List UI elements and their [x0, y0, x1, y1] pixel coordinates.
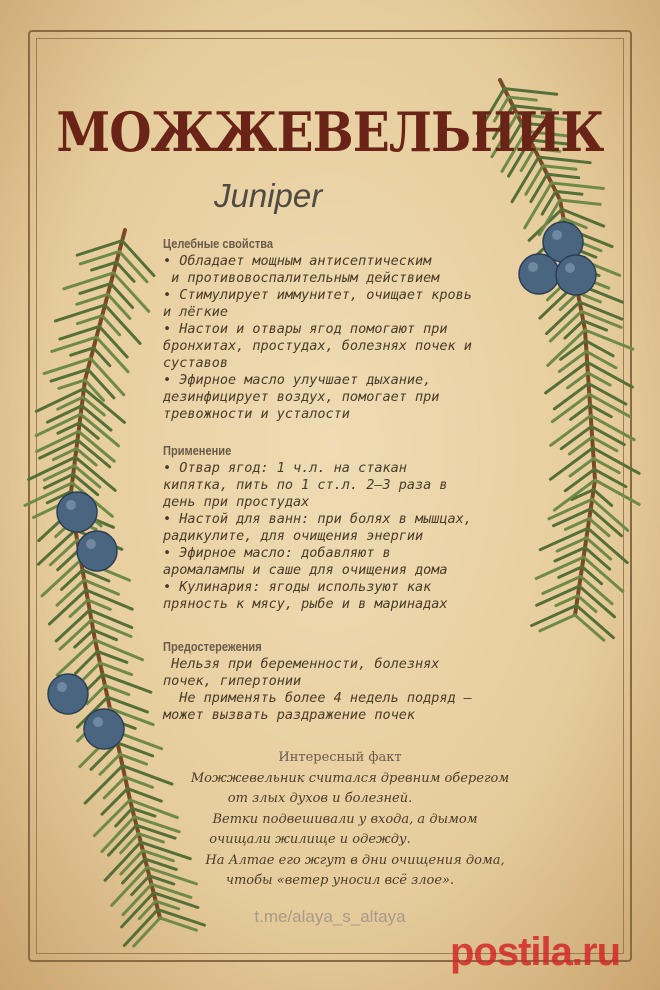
telegram-link[interactable]: t.me/alaya_s_altaya [254, 907, 406, 926]
needle [554, 384, 588, 409]
fact-heading: Интересный факт [278, 750, 402, 765]
needle [95, 640, 143, 660]
fact-line: очищали жилище и одежду. [209, 832, 411, 847]
needle [543, 166, 576, 170]
berry-highlight [565, 263, 575, 273]
berry-highlight [86, 539, 96, 549]
section-line: и лёгкие [163, 304, 229, 320]
section-line: • Кулинария: ягоды используют как [163, 579, 432, 595]
needle [543, 576, 581, 593]
needle [44, 466, 74, 480]
section-line: суставов [163, 355, 229, 371]
needle [595, 480, 639, 504]
needle [123, 766, 172, 784]
needle [58, 550, 79, 570]
fact-line: Ветки подвешивали у входа, а дымом [212, 811, 478, 827]
section-line: • Отвар ягод: 1 ч.л. на стакан [163, 460, 407, 476]
page-subtitle: Juniper [214, 177, 323, 214]
section-line: дезинфицирует воздух, помогает при [163, 389, 440, 405]
needle [102, 789, 128, 815]
fact-line: чтобы «ветер уносил всё злое». [225, 873, 455, 888]
section-healing-properties [163, 236, 523, 423]
section-line: тревожности и усталости [163, 406, 350, 422]
juniper-berry [556, 255, 596, 295]
needle [84, 389, 125, 423]
page-title: МОЖЖЕВЕЛЬНИК [56, 100, 604, 164]
needle [128, 789, 162, 802]
needle [154, 893, 198, 908]
needle [556, 596, 578, 606]
section-line: аромалампы и саше для очищения дома [163, 562, 448, 578]
needle [77, 294, 108, 304]
juniper-berry [84, 709, 124, 749]
section-line: • Настои и отвары ягод помогают при [163, 321, 448, 337]
juniper-berry [48, 674, 88, 714]
needle [120, 754, 147, 764]
needle [121, 834, 139, 853]
needle [537, 586, 580, 605]
fact-line: На Алтае его жгут в дни очищения дома, [205, 852, 505, 868]
section-line: почек, гипертонии [163, 673, 302, 689]
section-line: • Стимулирует иммунитет, очищает кровь [163, 287, 472, 303]
section-line: пряность к мясу, рыбе и в маринадах [163, 596, 448, 612]
juniper-berry [57, 492, 97, 532]
needle [100, 663, 132, 675]
needle [50, 540, 77, 565]
berry-highlight [93, 717, 103, 727]
section-line: • Настой для ванн: при болях в мышцах, [163, 511, 472, 527]
needle [585, 330, 633, 349]
needle [98, 651, 127, 662]
needle [112, 867, 147, 905]
needle [559, 351, 586, 371]
needle [581, 311, 621, 327]
needle [121, 851, 143, 874]
needle [132, 876, 150, 895]
section-heading: Предостережения [163, 639, 262, 654]
section-line: радикулите, для очищения энергии [163, 528, 424, 544]
needle [589, 384, 626, 405]
needle [554, 509, 591, 526]
needle [532, 605, 577, 625]
needle [504, 89, 556, 95]
section-line: день при простудах [163, 494, 310, 510]
needle [551, 183, 603, 189]
needle [90, 610, 132, 628]
needle [123, 859, 145, 883]
needle [585, 548, 610, 570]
berry-highlight [528, 262, 538, 272]
needle [575, 615, 604, 640]
needle [99, 326, 127, 357]
section-line: • Эфирное масло: добавляют в [163, 545, 391, 561]
needle [103, 674, 151, 692]
section-usage [163, 443, 523, 613]
needle [80, 284, 111, 294]
needle [74, 466, 100, 487]
needle [125, 777, 152, 787]
needle [105, 842, 141, 880]
needle [540, 615, 575, 631]
needle [531, 174, 547, 201]
needle [580, 302, 622, 319]
needle [76, 449, 96, 465]
juniper-berry [77, 531, 117, 571]
needle [565, 469, 594, 490]
needle [586, 538, 610, 559]
section-heading: Применение [163, 443, 232, 458]
section-line: бронхитах, простудах, болезнях почек и [163, 338, 472, 354]
needle [588, 373, 610, 385]
section-heading: Целебные свойства [163, 236, 274, 251]
section-line: может вызвать раздражение почек [163, 707, 415, 723]
section-line: Не применять более 4 недель подряд – [163, 690, 472, 706]
needle [119, 251, 147, 281]
needle [91, 620, 131, 636]
watermark: postila.ru [450, 930, 621, 974]
needle [526, 166, 543, 195]
berry-highlight [57, 682, 67, 692]
fact-line: от злых духов и болезней. [227, 791, 413, 806]
section-line: • Обладает мощным антисептическим [163, 253, 432, 269]
needle [57, 580, 84, 605]
section-line: • Эфирное масло улучшает дыхание, [163, 372, 432, 388]
needle [547, 174, 579, 177]
needle [40, 440, 78, 458]
needle [86, 590, 132, 609]
needle [594, 469, 626, 486]
berry-highlight [552, 230, 562, 240]
needle [108, 294, 130, 318]
section-warnings [163, 639, 523, 724]
section-line: кипятка, пить по 1 ст.л. 2–3 раза в [163, 477, 448, 493]
needle [561, 426, 591, 448]
needle [59, 380, 85, 388]
needle [591, 416, 635, 440]
needle [590, 405, 611, 417]
needle [111, 284, 133, 308]
section-line: Нельзя при беременности, болезнях [163, 656, 440, 672]
berry-highlight [66, 500, 76, 510]
needle [556, 191, 582, 194]
needle [591, 426, 624, 444]
section-line: и противовоспалительным действием [163, 270, 440, 286]
interesting-fact [170, 748, 510, 892]
juniper-berry [519, 254, 559, 294]
needle [560, 200, 600, 204]
needle [47, 406, 81, 422]
fact-line: Можжевельник считался древним оберегом [190, 770, 510, 786]
needle [589, 394, 629, 416]
needle [75, 457, 115, 490]
